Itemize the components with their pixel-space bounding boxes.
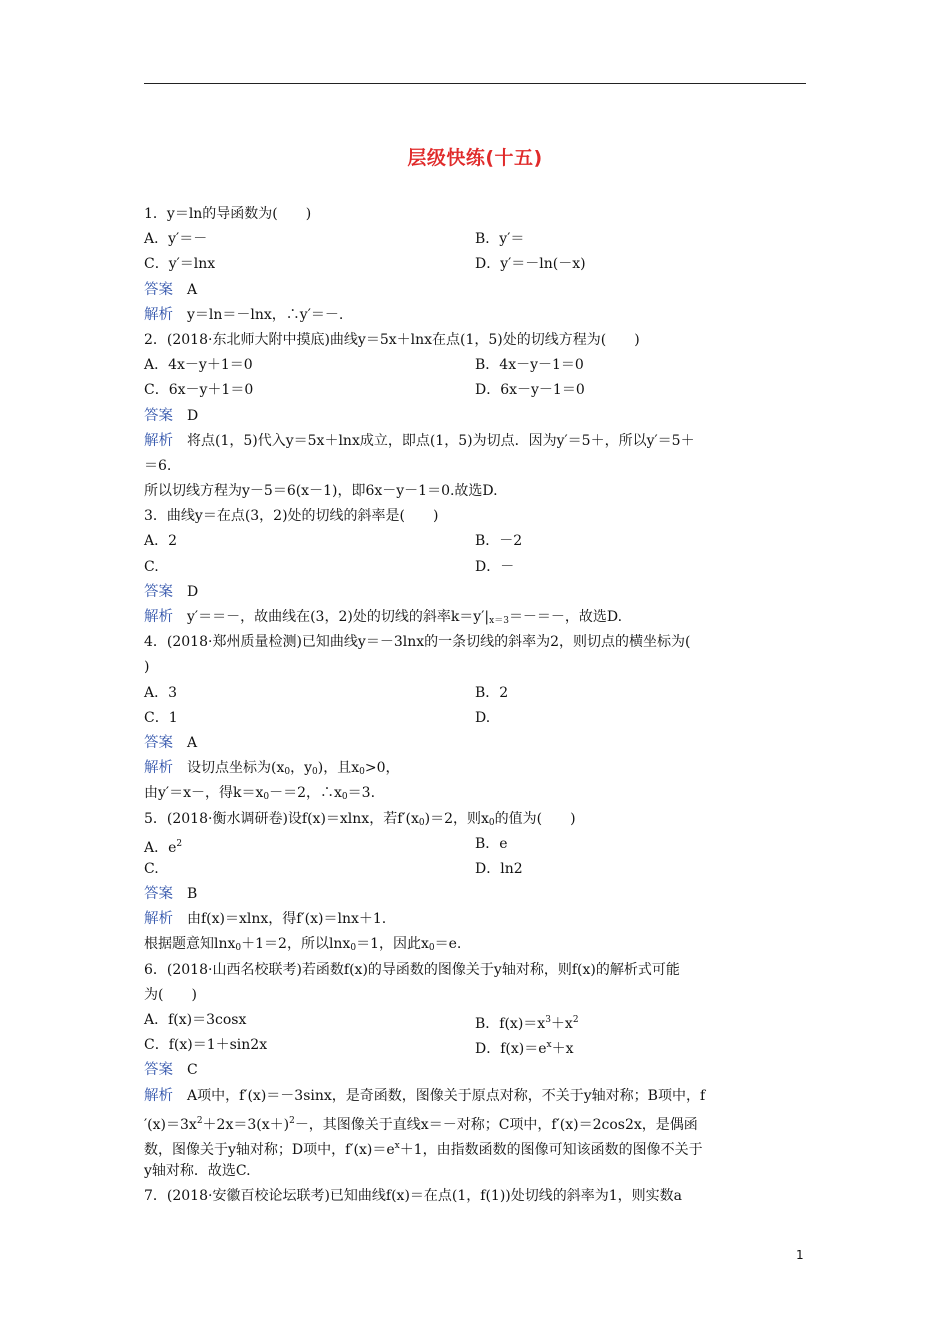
answer-label: 答案	[144, 281, 173, 298]
q5-options-ab	[144, 832, 806, 857]
q5-option-b: B．e	[475, 835, 508, 852]
answer-label: 答案	[144, 734, 173, 751]
q6-option-d: D．$f(x)=e^x+x$	[475, 1040, 574, 1058]
q1-option-a: A．y′＝－	[144, 231, 208, 248]
q6-analysis-cont: y轴对称．故选C.	[144, 1163, 251, 1180]
q4-option-d: D.	[475, 709, 491, 726]
analysis-label: 解析	[144, 432, 173, 449]
header-rule	[144, 83, 806, 84]
q5-answer: 答案 B	[144, 886, 198, 903]
q3-option-c: C.	[144, 558, 159, 575]
q4-stem-cont: )	[144, 659, 150, 676]
q7-stem: 7．(2018·安徽百校论坛联考)已知曲线f(x)＝在点(1，f(1))处切线的斜率为1，则实数a	[144, 1188, 683, 1205]
q5-analysis: 解析 由f(x)＝xlnx，得f′(x)＝lnx＋1.	[144, 911, 387, 928]
q3-analysis: 解析 y′＝＝－，故曲线在(3，2)处的切线的斜率$k=y'|_{x=3}=-=-$，故选D.	[144, 609, 623, 626]
q4-stem: 4．(2018·郑州质量检测)已知曲线y＝－3lnx的一条切线的斜率为2，则切点的横坐标为(	[144, 634, 691, 651]
q6-option-b: B．$f(x)=x^3+x^2$	[475, 1015, 579, 1032]
q4-options-cd	[144, 706, 806, 731]
q6-stem: 6．(2018·山西名校联考)若函数f(x)的导函数的图像关于y轴对称，则f(x)的解析式可能	[144, 961, 680, 978]
q5-analysis-cont: 根据题意知lnx$_0$＋1＝2，所以lnx$_0$＝1，因此$x_0=e$.	[144, 936, 462, 954]
document-body	[144, 202, 806, 1210]
q3-answer: 答案 D	[144, 583, 199, 600]
q5-options-cd	[144, 857, 806, 882]
q2-answer: 答案 D	[144, 407, 199, 424]
q6-stem-cont: 为( )	[144, 986, 197, 1003]
q5-option-c: C.	[144, 860, 159, 877]
page-title: 层级快练(十五)	[407, 147, 543, 169]
q6-options-cd	[144, 1033, 806, 1058]
q4-analysis-cont: 由y′＝x－，得$k=x_0-=2$，$\therefore x_0=3$.	[144, 785, 376, 803]
q3-options-ab	[144, 529, 806, 554]
q1-option-c: C．y′＝lnx	[144, 256, 216, 273]
q6-options-ab	[144, 1008, 806, 1033]
analysis-label: 解析	[144, 609, 173, 625]
q6-analysis-cont: $'(x)=3x^2+2x=3(x+)^2-$，其图像关于直线x＝－对称；C项中，f′(x)＝2cos2x，是偶函	[144, 1115, 698, 1133]
q1-analysis: 解析 y＝ln＝－lnx，∴y′＝－.	[144, 306, 344, 323]
analysis-label: 解析	[144, 1087, 173, 1104]
q2-analysis: 解析 将点(1，5)代入y＝5x＋lnx成立，即点(1，5)为切点．因为y′＝5＋，所以y′＝5＋	[144, 432, 695, 449]
q3-option-d: D．－	[475, 558, 515, 575]
q2-analysis-cont: ＝6.	[144, 457, 172, 474]
q4-option-b: B．2	[475, 684, 509, 701]
analysis-label: 解析	[144, 306, 173, 323]
q2-stem: 2．(2018·东北师大附中摸底)曲线y＝5x＋lnx在点(1，5)处的切线方程为( )	[144, 331, 640, 348]
q5-stem: 5．(2018·衡水调研卷)设f(x)＝xlnx，若$f'(x_0)=2$，则$x_0$的值为( )	[144, 810, 576, 828]
q3-option-b: B．－2	[475, 533, 523, 550]
q1-option-d: D．y′＝－ln(－x)	[475, 256, 586, 273]
q6-analysis: 解析 A项中，f′(x)＝－3sinx，是奇函数，图像关于原点对称，不关于y轴对称；B项中，f	[144, 1087, 706, 1104]
q2-option-d: D．6x－y－1＝0	[475, 382, 585, 399]
q3-options-cd	[144, 555, 806, 580]
q2-options-cd	[144, 378, 806, 403]
answer-label: 答案	[144, 407, 173, 424]
answer-label: 答案	[144, 583, 173, 600]
q4-options-ab	[144, 681, 806, 706]
q6-option-c: C．f(x)＝1＋sin2x	[144, 1037, 268, 1054]
q4-analysis: 解析 设切点坐标为($x_0$，$y_0$)，且$x_0>0$，	[144, 760, 400, 778]
answer-label: 答案	[144, 1062, 173, 1079]
analysis-label: 解析	[144, 911, 173, 928]
q4-answer: 答案 A	[144, 734, 198, 751]
q1-options-cd	[144, 252, 806, 277]
q1-options-ab	[144, 227, 806, 252]
q2-options-ab	[144, 353, 806, 378]
q1-option-b: B．y′＝	[475, 231, 525, 248]
q5-option-d: D．ln2	[475, 860, 523, 877]
q6-option-a: A．f(x)＝3cosx	[144, 1012, 247, 1028]
q1-answer: 答案 A	[144, 281, 198, 298]
q2-analysis-cont: 所以切线方程为y－5＝6(x－1)，即6x－y－1＝0.故选D.	[144, 483, 498, 500]
q6-analysis-cont: 数，图像关于y轴对称；D项中，$f'(x)=e^x+1$，由指数函数的图像可知该函数的图像不关于	[144, 1140, 703, 1158]
q3-option-a: A．2	[144, 533, 178, 550]
q6-answer: 答案 C	[144, 1062, 198, 1079]
analysis-label: 解析	[144, 760, 173, 777]
page-number: 1	[796, 1248, 804, 1262]
q2-option-c: C．6x－y＋1＝0	[144, 382, 254, 399]
q5-option-a: A．$e^2$	[144, 838, 183, 856]
q4-option-a: A．3	[144, 684, 178, 701]
q2-option-a: A．4x－y＋1＝0	[144, 357, 253, 374]
q1-stem: 1．y＝ln的导函数为( )	[144, 206, 312, 222]
q4-option-c: C．1	[144, 709, 178, 726]
q3-stem: 3．曲线y＝在点(3，2)处的切线的斜率是( )	[144, 508, 439, 525]
answer-label: 答案	[144, 886, 173, 903]
q2-option-b: B．4x－y－1＝0	[475, 357, 584, 374]
